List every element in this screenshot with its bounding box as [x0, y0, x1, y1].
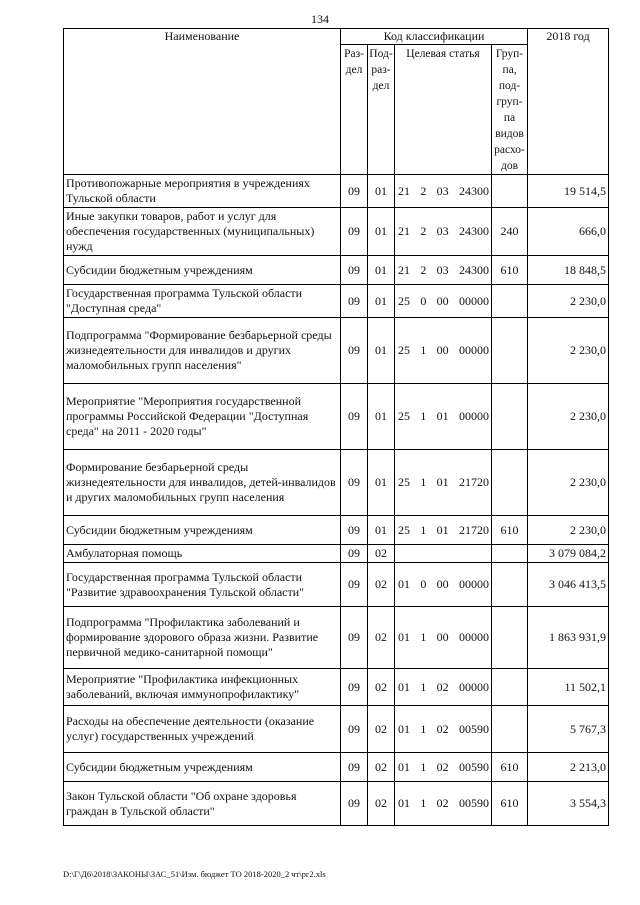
- row-subsection: 02: [368, 753, 395, 782]
- row-amount: 18 848,5: [528, 256, 609, 285]
- row-expense-group: [492, 384, 528, 450]
- row-section: 09: [341, 256, 368, 285]
- row-target-article: [395, 545, 492, 563]
- row-amount: 2 230,0: [528, 318, 609, 384]
- row-section: 09: [341, 545, 368, 563]
- row-amount: 5 767,3: [528, 706, 609, 753]
- row-target-article: [395, 669, 492, 706]
- row-section: 09: [341, 384, 368, 450]
- row-section: 09: [341, 175, 368, 208]
- target-article-part: 1: [420, 630, 427, 644]
- row-subsection: 01: [368, 285, 395, 318]
- target-article-part: 02: [436, 759, 449, 774]
- target-article-part: 01: [398, 630, 410, 644]
- row-subsection: 01: [368, 450, 395, 516]
- row-subsection: 01: [368, 318, 395, 384]
- row-name: Государственная программа Тульской области "Развитие здравоохранения Тульской области": [64, 563, 341, 607]
- target-article-part: 24300: [458, 224, 489, 238]
- row-subsection: 01: [368, 384, 395, 450]
- row-expense-group: [492, 706, 528, 753]
- row-section: 09: [341, 753, 368, 782]
- target-article-part: 2: [420, 183, 427, 198]
- target-article-part: 24300: [458, 183, 489, 198]
- row-section: 09: [341, 318, 368, 384]
- row-section: 09: [341, 563, 368, 607]
- target-article-part: 1: [420, 796, 427, 810]
- row-subsection: 02: [368, 706, 395, 753]
- row-expense-group: [492, 607, 528, 669]
- row-target-article: [395, 175, 492, 208]
- target-article-part: 00000: [458, 630, 489, 644]
- row-subsection: 01: [368, 208, 395, 256]
- table-row: [64, 516, 609, 545]
- row-target-article: [395, 607, 492, 669]
- row-name: Подпрограмма "Профилактика заболеваний и формирование здорового образа жизни. Развитие первичной медико-санитарной помощи": [64, 607, 341, 669]
- table-row: [64, 669, 609, 706]
- row-target-article: [395, 706, 492, 753]
- row-subsection: 02: [368, 563, 395, 607]
- row-subsection: 01: [368, 516, 395, 545]
- row-amount: 1 863 931,9: [528, 607, 609, 669]
- row-expense-group: [492, 545, 528, 563]
- row-amount: 2 213,0: [528, 753, 609, 782]
- target-article-part: 02: [436, 679, 449, 694]
- row-section: 09: [341, 669, 368, 706]
- header-section: Раз-дел: [341, 45, 368, 175]
- row-expense-group: 610: [492, 516, 528, 545]
- target-article-part: 00000: [458, 409, 489, 423]
- row-name: Противопожарные мероприятия в учреждениях Тульской области: [64, 175, 341, 208]
- row-section: 09: [341, 782, 368, 826]
- target-article-part: 1: [420, 679, 427, 694]
- row-amount: 11 502,1: [528, 669, 609, 706]
- table-row: [64, 563, 609, 607]
- target-article-part: 0: [420, 577, 427, 591]
- row-target-article: [395, 208, 492, 256]
- target-article-part: 01: [398, 577, 410, 591]
- row-name: Мероприятие "Мероприятия государственной программы Российской Федерации "Доступная среда" на 2011 - 2020 годы": [64, 384, 341, 450]
- row-expense-group: [492, 175, 528, 208]
- budget-table: [63, 28, 609, 826]
- table-row: [64, 753, 609, 782]
- row-section: 09: [341, 607, 368, 669]
- row-target-article: [395, 256, 492, 285]
- row-subsection: 02: [368, 782, 395, 826]
- row-expense-group: 610: [492, 256, 528, 285]
- row-target-article: [395, 753, 492, 782]
- target-article-part: 21: [398, 183, 410, 198]
- row-name: Подпрограмма "Формирование безбарьерной среды жизнедеятельности для инвалидов и других маломобильных групп населения": [64, 318, 341, 384]
- row-expense-group: [492, 285, 528, 318]
- target-article-part: 01: [398, 679, 410, 694]
- target-article-part: 00: [436, 343, 449, 357]
- target-article-part: 00590: [458, 796, 489, 810]
- target-article-part: 25: [398, 522, 410, 537]
- row-name: Формирование безбарьерной среды жизнедеятельности для инвалидов, детей-инвалидов и других маломобильных групп населения: [64, 450, 341, 516]
- row-target-article: [395, 384, 492, 450]
- row-expense-group: [492, 669, 528, 706]
- target-article-part: 01: [398, 796, 410, 810]
- target-article-part: 2: [420, 262, 427, 277]
- row-name: Субсидии бюджетным учреждениям: [64, 516, 341, 545]
- file-path-footer: D:\Г\Д6\2018\ЗАКОНЫ\ЗАС_51\Изм. бюджет ТО 2018-2020_2 чт\рг2.xls: [63, 869, 326, 879]
- table-row: [64, 285, 609, 318]
- target-article-part: 1: [420, 409, 427, 423]
- target-article-part: 00: [436, 630, 449, 644]
- target-article-part: 01: [436, 522, 449, 537]
- target-article-part: 00590: [458, 759, 489, 774]
- row-subsection: 02: [368, 607, 395, 669]
- target-article-part: 00000: [458, 293, 489, 308]
- target-article-part: 0: [420, 293, 427, 308]
- target-article-part: 01: [398, 721, 410, 736]
- target-article-part: 2: [420, 224, 427, 238]
- row-section: 09: [341, 285, 368, 318]
- table-row: [64, 545, 609, 563]
- header-classification-code: Код классификации: [341, 29, 528, 45]
- row-target-article: [395, 285, 492, 318]
- target-article-part: 03: [436, 224, 449, 238]
- target-article-part: 00: [436, 577, 449, 591]
- row-amount: 666,0: [528, 208, 609, 256]
- row-amount: 2 230,0: [528, 285, 609, 318]
- row-amount: 3 554,3: [528, 782, 609, 826]
- target-article-part: 02: [436, 796, 449, 810]
- table-row: [64, 256, 609, 285]
- header-target-article: Целевая статья: [395, 45, 492, 175]
- row-expense-group: 610: [492, 782, 528, 826]
- target-article-part: 21: [398, 262, 410, 277]
- row-subsection: 02: [368, 669, 395, 706]
- table-body: [64, 175, 609, 826]
- target-article-part: 21720: [458, 475, 489, 489]
- row-name: Амбулаторная помощь: [64, 545, 341, 563]
- row-subsection: 01: [368, 175, 395, 208]
- row-expense-group: [492, 563, 528, 607]
- row-amount: 3 046 413,5: [528, 563, 609, 607]
- page-number: 134: [311, 12, 329, 26]
- header-expense-group: Груп-па, под-груп-па видов расхо-дов: [492, 45, 528, 175]
- table-row: [64, 318, 609, 384]
- row-name: Субсидии бюджетным учреждениям: [64, 753, 341, 782]
- row-expense-group: 240: [492, 208, 528, 256]
- target-article-part: 00000: [458, 577, 489, 591]
- header-subsection: Под-раз-дел: [368, 45, 395, 175]
- row-target-article: [395, 450, 492, 516]
- table-row: [64, 782, 609, 826]
- row-name: Субсидии бюджетным учреждениям: [64, 256, 341, 285]
- target-article-part: 1: [420, 759, 427, 774]
- row-amount: 2 230,0: [528, 450, 609, 516]
- target-article-part: 00000: [458, 343, 489, 357]
- row-section: 09: [341, 450, 368, 516]
- row-amount: 2 230,0: [528, 516, 609, 545]
- target-article-part: 1: [420, 522, 427, 537]
- target-article-part: 24300: [458, 262, 489, 277]
- target-article-part: 25: [398, 293, 410, 308]
- target-article-part: 00000: [458, 679, 489, 694]
- table-row: [64, 607, 609, 669]
- row-section: 09: [341, 516, 368, 545]
- row-name: Иные закупки товаров, работ и услуг для обеспечения государственных (муниципальных) нужд: [64, 208, 341, 256]
- row-name: Мероприятие "Профилактика инфекционных заболеваний, включая иммунопрофилактику": [64, 669, 341, 706]
- row-amount: 3 079 084,2: [528, 545, 609, 563]
- target-article-part: 00590: [458, 721, 489, 736]
- row-name: Расходы на обеспечение деятельности (оказание услуг) государственных учреждений: [64, 706, 341, 753]
- table-row: [64, 450, 609, 516]
- target-article-part: 01: [398, 759, 410, 774]
- row-amount: 19 514,5: [528, 175, 609, 208]
- row-section: 09: [341, 208, 368, 256]
- table-row: [64, 175, 609, 208]
- header-name: Наименование: [64, 29, 341, 175]
- row-target-article: [395, 516, 492, 545]
- target-article-part: 25: [398, 409, 410, 423]
- row-expense-group: [492, 318, 528, 384]
- target-article-part: 01: [436, 409, 449, 423]
- table-row: [64, 208, 609, 256]
- row-target-article: [395, 563, 492, 607]
- target-article-part: 02: [436, 721, 449, 736]
- target-article-part: 00: [436, 293, 449, 308]
- target-article-part: 25: [398, 343, 410, 357]
- row-section: 09: [341, 706, 368, 753]
- row-subsection: 01: [368, 256, 395, 285]
- table-row: [64, 384, 609, 450]
- target-article-part: 01: [436, 475, 449, 489]
- target-article-part: 1: [420, 343, 427, 357]
- header-year: 2018 год: [528, 29, 609, 175]
- target-article-part: 1: [420, 475, 427, 489]
- table-row: [64, 706, 609, 753]
- row-expense-group: [492, 450, 528, 516]
- row-target-article: [395, 318, 492, 384]
- target-article-part: 21: [398, 224, 410, 238]
- row-target-article: [395, 782, 492, 826]
- target-article-part: 1: [420, 721, 427, 736]
- target-article-part: 03: [436, 262, 449, 277]
- target-article-part: 03: [436, 183, 449, 198]
- budget-table-wrapper: [63, 28, 609, 826]
- target-article-part: 25: [398, 475, 410, 489]
- row-name: Государственная программа Тульской области "Доступная среда": [64, 285, 341, 318]
- row-name: Закон Тульской области "Об охране здоровья граждан в Тульской области": [64, 782, 341, 826]
- row-amount: 2 230,0: [528, 384, 609, 450]
- row-subsection: 02: [368, 545, 395, 563]
- row-expense-group: 610: [492, 753, 528, 782]
- target-article-part: 21720: [458, 522, 489, 537]
